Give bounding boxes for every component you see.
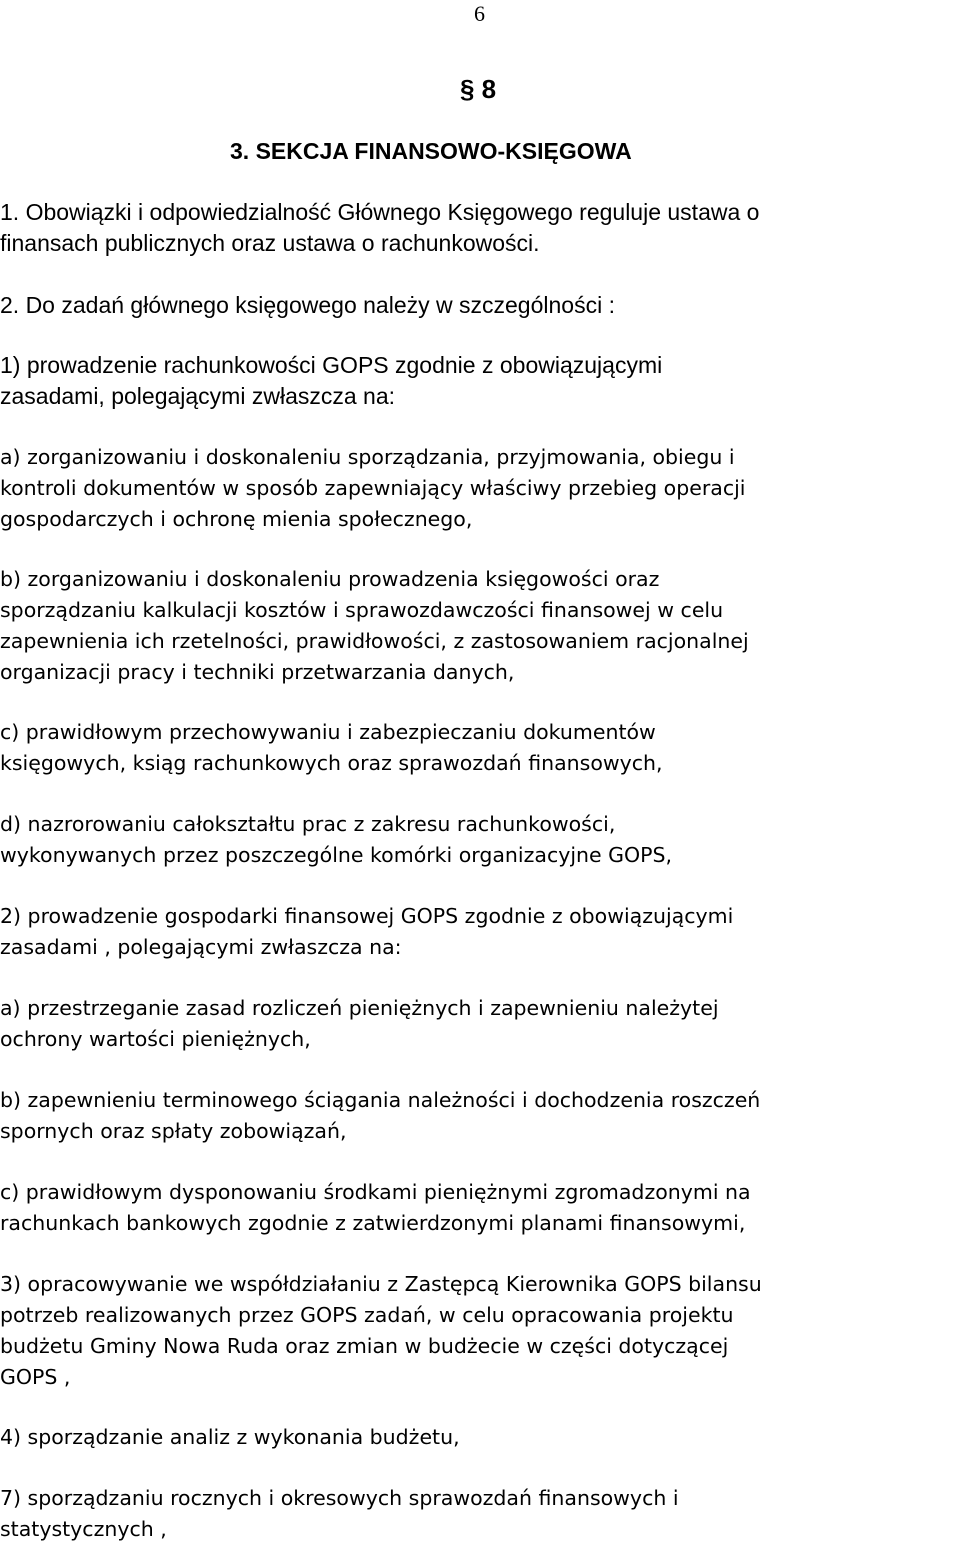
paragraph-5 [0, 564, 960, 688]
paragraph-line: GOPS , [0, 1365, 71, 1389]
paragraph-2 [0, 290, 960, 321]
paragraph-line: zapewnienia ich rzetelności, prawidłowości, z zastosowaniem racjonalnej [0, 629, 749, 653]
paragraph-line: zasadami, polegającymi zwłaszcza na: [0, 383, 396, 409]
paragraph-3 [0, 350, 960, 412]
paragraph-line: wykonywanych przez poszczególne komórki organizacyjne GOPS, [0, 843, 673, 867]
paragraph-14 [0, 1483, 960, 1545]
paragraph-line: b) zorganizowaniu i doskonaleniu prowadzenia księgowości oraz [0, 567, 660, 591]
paragraph-line: b) zapewnieniu terminowego ściągania należności i dochodzenia roszczeń [0, 1088, 761, 1112]
paragraph-line: kontroli dokumentów w sposób zapewniający właściwy przebieg operacji [0, 476, 746, 500]
paragraph-line: sporządzaniu kalkulacji kosztów i sprawozdawczości finansowej w celu [0, 598, 724, 622]
paragraph-line: statystycznych , [0, 1517, 167, 1541]
paragraph-line: a) zorganizowaniu i doskonaleniu sporządzania, przyjmowania, obiegu i [0, 445, 735, 469]
paragraph-line: budżetu Gminy Nowa Ruda oraz zmian w budżecie w części dotyczącej [0, 1334, 729, 1358]
paragraph-line: księgowych, ksiąg rachunkowych oraz sprawozdań finansowych, [0, 751, 663, 775]
page-number: 6 [474, 1, 485, 26]
paragraph-9 [0, 993, 960, 1055]
paragraph-12 [0, 1269, 960, 1393]
paragraph-8 [0, 901, 960, 963]
section-heading: § 8 [460, 74, 497, 104]
paragraph-11 [0, 1177, 960, 1239]
paragraph-line: 1) prowadzenie rachunkowości GOPS zgodnie z obowiązującymi [0, 352, 663, 378]
paragraph-10 [0, 1085, 960, 1147]
paragraph-line: finansach publicznych oraz ustawa o rachunkowości. [0, 230, 540, 256]
paragraph-line: 7) sporządzaniu rocznych i okresowych sprawozdań finansowych i [0, 1486, 679, 1510]
paragraph-line: 3) opracowywanie we współdziałaniu z Zastępcą Kierownika GOPS bilansu [0, 1272, 762, 1296]
paragraph-4 [0, 442, 960, 535]
paragraph-line: 1. Obowiązki i odpowiedzialność Głównego Księgowego reguluje ustawa o [0, 199, 760, 225]
paragraph-6 [0, 717, 960, 779]
paragraph-line: ochrony wartości pieniężnych, [0, 1027, 311, 1051]
paragraph-line: 2. Do zadań głównego księgowego należy w szczególności : [0, 292, 615, 318]
paragraph-line: gospodarczych i ochronę mienia społecznego, [0, 507, 473, 531]
paragraph-line: a) przestrzeganie zasad rozliczeń pieniężnych i zapewnieniu należytej [0, 996, 719, 1020]
paragraph-line: d) nazrorowaniu całokształtu prac z zakresu rachunkowości, [0, 812, 616, 836]
paragraph-7 [0, 809, 960, 871]
paragraph-line: c) prawidłowym dysponowaniu środkami pieniężnymi zgromadzonymi na [0, 1180, 751, 1204]
paragraph-line: spornych oraz spłaty zobowiązań, [0, 1119, 347, 1143]
paragraph-line: 2) prowadzenie gospodarki finansowej GOPS zgodnie z obowiązującymi [0, 904, 734, 928]
paragraph-line: organizacji pracy i techniki przetwarzania danych, [0, 660, 515, 684]
paragraph-1 [0, 197, 960, 259]
paragraph-line: c) prawidłowym przechowywaniu i zabezpieczaniu dokumentów [0, 720, 656, 744]
paragraph-line: rachunkach bankowych zgodnie z zatwierdzonymi planami finansowymi, [0, 1211, 746, 1235]
paragraph-13 [0, 1422, 960, 1453]
paragraph-line: zasadami , polegającymi zwłaszcza na: [0, 935, 402, 959]
paragraph-line: potrzeb realizowanych przez GOPS zadań, w celu opracowania projektu [0, 1303, 734, 1327]
paragraph-line: 4) sporządzanie analiz z wykonania budżetu, [0, 1425, 460, 1449]
section-title: 3. SEKCJA FINANSOWO-KSIĘGOWA [230, 138, 632, 164]
